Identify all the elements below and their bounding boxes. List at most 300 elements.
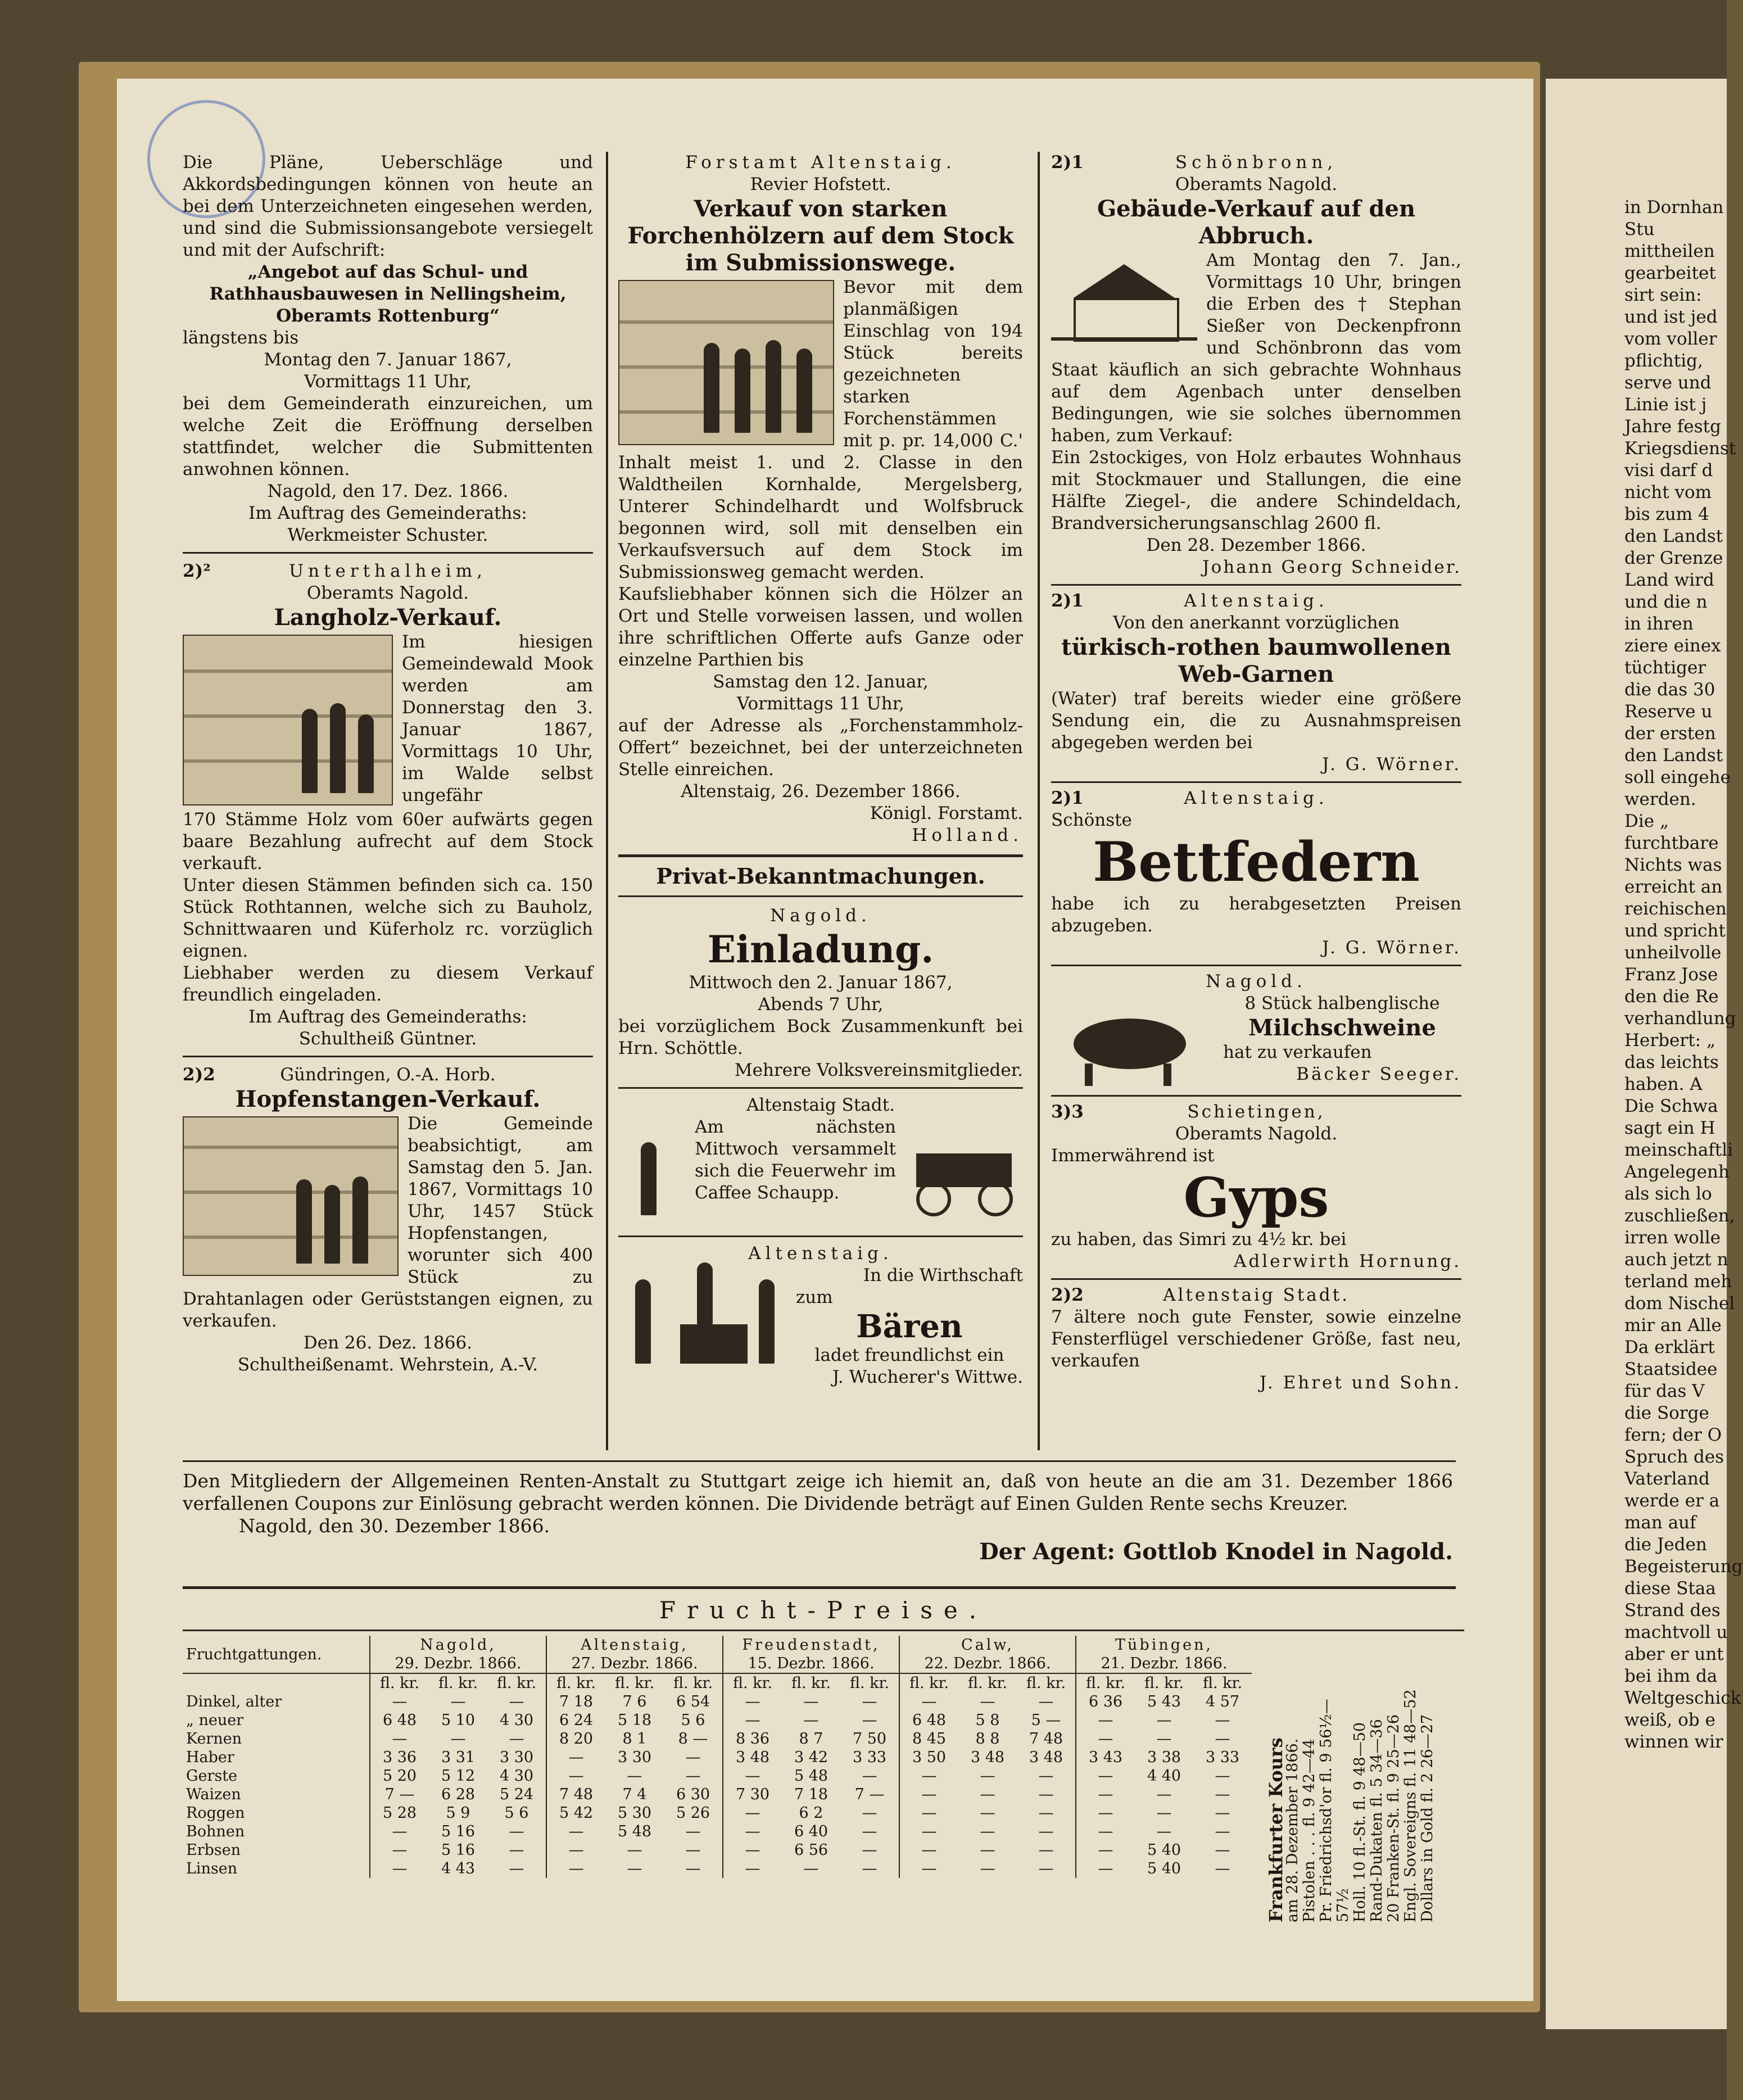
price-cell: — [899,1822,958,1841]
table-row [183,1767,1252,1785]
notice-top-rule [183,1460,1456,1462]
facing-page-line: fern; der O [1624,1425,1722,1445]
ad-text: 170 Stämme Holz vom 60er aufwärts gegen baare Bezahlung aufrecht auf dem Stock verkauft. [183,809,593,874]
kours-line: Pr. Friedrichsd'or fl. 9 56½—57½ [1318,1699,1352,1922]
facing-page-line: und die n [1624,592,1708,612]
facing-page-line: Herbert: „ [1624,1030,1716,1051]
facing-page-line: als sich lo [1624,1184,1712,1204]
facing-page-line: reichischen [1624,899,1727,919]
price-cell: 3 30 [617,1749,652,1766]
price-cell: 3 48 [1029,1749,1063,1766]
facing-page-line: für das V [1624,1381,1705,1401]
ad-text: In die Wirthschaft [863,1265,1023,1286]
price-cell: — [899,1804,958,1822]
facing-page-line: Begeisterung [1624,1556,1743,1577]
price-cell: 8 20 [546,1730,605,1748]
price-cell: — [1038,1804,1054,1822]
ad-title: Milchschweine [1248,1015,1436,1041]
fireman-illustration [618,1120,686,1232]
price-unit: fl. kr. [967,1674,1008,1692]
price-unit: fl. kr. [791,1674,831,1692]
ad-text: Liebhaber werden zu diesem Verkauf freundlich eingeladen. [183,963,593,1005]
price-cell: 3 30 [499,1749,534,1766]
price-cell: 4 30 [499,1712,534,1729]
price-cell: 7 6 [622,1693,647,1710]
price-cell: — [370,1822,429,1841]
price-cell: 8 — [678,1730,708,1748]
price-cell: 3 33 [852,1749,887,1766]
facing-page-line: Linie ist j [1624,395,1707,415]
ad-place-date: Altenstaig, 26. Dezember 1866. [681,781,961,802]
price-cell: 3 43 [1076,1748,1135,1767]
price-cell: — [627,1767,642,1785]
price-cell: — [1215,1767,1230,1785]
column-rule-1 [606,152,608,1450]
price-cell: — [980,1767,995,1785]
price-cell: 5 40 [1147,1841,1181,1859]
facing-page-line: Reserve u [1624,701,1713,722]
price-place-name: Tübingen, [1076,1636,1252,1654]
price-cell: — [546,1822,605,1841]
price-cell: — [1215,1730,1230,1748]
ad-signature: J. Wucherer's Wittwe. [832,1367,1023,1387]
facing-page-line: Da erklärt [1624,1337,1715,1357]
section-divider [618,895,1023,897]
price-cell: — [1076,1711,1135,1730]
ad-submission-text2: bei dem Gemeinderath einzureichen, um welche Zeit die Eröffnung derselben stattfindet, welcher die Submittenten anwohnen können. [183,393,593,479]
facing-page-line: irren wolle [1624,1228,1721,1248]
facing-page-line: haben. A [1624,1074,1703,1094]
facing-page-line: dom Nischel [1624,1293,1735,1314]
facing-page-line: der Grenze [1624,548,1723,568]
ad-submission-time: Vormittags 11 Uhr, [304,372,472,392]
price-cell: — [370,1730,429,1748]
price-cell: — [803,1693,819,1710]
price-cell: — [862,1823,877,1840]
ad-authority: Königl. Forstamt. [870,803,1023,823]
ad-submission-authority: Im Auftrag des Gemeinderaths: [248,503,527,523]
ad-place: Gündringen, O.-A. Horb. [280,1065,496,1085]
price-cell: — [1038,1693,1054,1710]
table-row [183,1822,1252,1841]
facing-page-line: die Jeden [1624,1535,1707,1555]
price-cell: — [370,1841,429,1859]
price-cell: — [723,1859,782,1878]
price-cell: 5 48 [617,1823,652,1840]
price-cell: — [803,1860,819,1877]
price-cell: 3 36 [370,1748,429,1767]
price-cell: — [509,1693,524,1710]
kours-line: Rand-Dukaten fl. 5 34—36 [1368,1719,1386,1922]
facing-page-line: Angelegenh [1624,1162,1730,1182]
price-cell: — [899,1859,958,1878]
price-cell: 8 8 [975,1730,1000,1748]
grain-name: Haber [186,1749,234,1766]
notice-signature: Der Agent: Gottlob Knodel in Nagold. [979,1538,1453,1565]
price-cell: — [1215,1823,1230,1840]
facing-page-line: und ist jed [1624,307,1718,327]
price-cell: 6 48 [370,1711,429,1730]
price-cell: 6 2 [799,1804,823,1822]
ad-text: Kaufsliebhaber können sich die Hölzer an Ort und Stelle vorweisen lassen, und wollen ihre schriftlichen Offerte aufs Ganze oder einzelne Parthien bis [618,584,1023,670]
kours-line: Dollars in Gold fl. 2 26—27 [1419,1714,1436,1922]
price-cell: — [723,1692,782,1711]
facing-page-line: Stu [1624,219,1655,239]
price-cell: 7 18 [794,1786,829,1803]
price-cell: 5 42 [546,1804,605,1822]
ad-date: Samstag den 12. Januar, [713,672,929,692]
facing-page-line: terland meh [1624,1271,1732,1292]
facing-page-line: gearbeitet [1624,263,1716,283]
price-cell: — [899,1692,958,1711]
ad-divider [183,552,593,554]
ad-divider [183,1056,593,1057]
table-row [183,1730,1252,1748]
ad-signature: Adlerwirth Hornung. [1234,1251,1461,1271]
facing-page-line: winnen wir [1624,1732,1723,1752]
table-row [183,1692,1252,1711]
ad-title-gyps: Gyps [1183,1166,1329,1229]
facing-page-line: auch jetzt n [1624,1250,1728,1270]
price-cell: — [1038,1841,1054,1859]
ad-pre: Schönste [1051,810,1132,830]
ad-time: Abends 7 Uhr, [758,994,884,1015]
ad-text: Am Montag den 7. Jan., Vormittags 10 Uhr, bringen die Erben des † Stephan Sießer von Deckenpfronn und Schönbronn das vom Staat käuflich an sich gebrachte Wohnhaus auf dem Agenbach unter denselben Bedingungen, wie sie solches übernommen haben, zum Verkauf: [1051,250,1461,446]
facing-page-line: zuschließen, [1624,1206,1735,1226]
ad-number: 2)1 [1051,152,1084,173]
ad-text: Ein 2stockiges, von Holz erbautes Wohnhaus mit Stockmauer und Stallungen, die eine Hälfte Ziegel-, die andere Schindeldach, Brandversicherungsanschlag 2600 fl. [1051,447,1461,533]
price-cell: — [1156,1804,1172,1822]
price-cell: — [862,1712,877,1729]
price-cell: — [1038,1860,1054,1877]
ad-divider [618,1235,1023,1237]
price-cell: — [862,1860,877,1877]
facing-page-line: vom voller [1624,329,1717,349]
ad-place: Forstamt Altenstaig. [685,152,956,173]
facing-page-line: unheilvolle [1624,943,1722,963]
price-cell: 5 12 [441,1767,476,1785]
ad-fenster [1051,1284,1461,1394]
price-cell: — [980,1786,995,1803]
price-cell: 3 48 [723,1748,782,1767]
price-unit: fl. kr. [1076,1673,1135,1692]
price-cell: — [1076,1785,1135,1804]
ad-title: Gebäude-Verkauf auf den Abbruch. [1097,196,1416,249]
ad-place: Nagold. [770,906,871,926]
price-cell: — [685,1823,701,1840]
notice-text: Den Mitgliedern der Allgemeinen Renten-Anstalt zu Stuttgart zeige ich hiemit an, daß von heute an die am 31. Dezember 1866 verfallenen Coupons zur Einlösung gebracht werden können. Die Dividende beträgt auf Einen Gulden Rente sechs Kreuzer. [183,1470,1453,1514]
facing-page-line: machtvoll u [1624,1622,1728,1642]
ad-place: Altenstaig. [748,1243,893,1264]
price-cell: 5 9 [446,1804,470,1822]
price-cell: 5 26 [676,1804,710,1822]
price-cell: — [1156,1786,1172,1803]
ad-text: Am nächsten Mittwoch versammelt sich die Feuerwehr im Caffee Schaupp. [695,1117,896,1203]
ad-place: Unterthalheim, [288,561,487,581]
price-cell: 6 36 [1076,1692,1135,1711]
facing-page-line: Jahre festg [1624,417,1721,437]
kours-line: Holl. 10 fl.-St. fl. 9 48—50 [1351,1722,1369,1922]
price-cell: — [899,1767,958,1785]
price-place-date: 22. Dezbr. 1866. [899,1654,1076,1673]
price-cell: 3 31 [441,1749,476,1766]
ad-text: Unter diesen Stämmen befinden sich ca. 150 Stück Rothtannen, welche sich zu Bauholz, Schnittwaaren und Küferholz rc. vorzüglich eignen. [183,875,593,961]
facing-page-line: meinschaftli [1624,1140,1733,1160]
price-unit: fl. kr. [370,1673,429,1692]
ad-signature: Mehrere Volksvereinsmitglieder. [734,1060,1023,1080]
price-place-date: 27. Dezbr. 1866. [546,1654,723,1673]
ad-intro: Immerwährend ist [1051,1146,1215,1166]
ad-signature: J. G. Wörner. [1322,938,1461,958]
column-1 [183,152,593,1376]
facing-page-line: werden. [1624,789,1696,809]
facing-page-line: sirt sein: [1624,285,1702,305]
price-unit: fl. kr. [614,1674,655,1692]
ad-submission-deadline: längstens bis [183,328,299,348]
price-cell: — [980,1693,995,1710]
ad-milchschweine [1051,971,1461,1085]
price-cell: — [723,1841,782,1859]
price-cell: — [450,1730,466,1748]
ad-gebaeude [1051,152,1461,578]
price-cell: — [546,1859,605,1878]
facing-page-line: diese Staa [1624,1578,1716,1599]
price-cell: — [1215,1841,1230,1859]
facing-page-line: Nichts was [1624,855,1722,875]
price-cell: 5 — [1031,1712,1061,1729]
price-cell: — [980,1860,995,1877]
ad-submission-quote: „Angebot auf das Schul- und Rathhausbauwesen in Nellingsheim, Oberamts Rottenburg“ [209,262,567,326]
price-cell: 7 4 [622,1786,647,1803]
woodcut-forest-illustration [183,635,393,805]
ad-place: Schönbronn, [1175,152,1338,173]
price-cell: — [546,1767,605,1785]
woodcut-forest-illustration [618,280,834,445]
notice-place: Nagold, den 30. Dezember 1866. [239,1515,550,1537]
price-cell: 5 20 [370,1767,429,1785]
price-cell: — [1076,1859,1135,1878]
ad-divider [1051,1095,1461,1097]
ad-text: bei vorzüglichem Bock Zusammenkunft bei Hrn. Schöttle. [618,1016,1023,1058]
ad-place: Altenstaig Stadt. [1163,1285,1350,1305]
fire-engine-illustration [905,1120,1023,1215]
woodcut-forest-illustration [183,1116,399,1276]
price-cell: — [862,1693,877,1710]
grain-name: Gerste [186,1767,238,1785]
price-cell: 4 57 [1205,1693,1240,1710]
table-row [183,1748,1252,1767]
price-cell: — [1076,1730,1135,1748]
price-cell: 4 43 [441,1860,476,1877]
facing-page-line: mittheilen [1624,241,1715,261]
section-divider [618,854,1023,857]
prices-col-label: Fruchtgattungen. [183,1636,370,1673]
price-cell: 7 50 [852,1730,887,1748]
ad-signature: J. G. Wörner. [1322,754,1461,775]
ad-district: Oberamts Nagold. [306,583,469,603]
ad-submission-place: Nagold, den 17. Dez. 1866. [267,481,509,501]
grain-name: Erbsen [186,1841,241,1859]
price-cell: — [862,1804,877,1822]
price-cell: — [685,1841,701,1859]
price-cell: 5 6 [681,1712,705,1729]
renten-anstalt-notice [183,1470,1453,1567]
facing-page-line: den die Re [1624,986,1719,1007]
price-cell: 5 28 [370,1804,429,1822]
price-cell: 8 45 [899,1730,958,1748]
ad-signature: Schultheißenamt. Wehrstein, A.-V. [237,1355,538,1375]
pig-illustration [1051,996,1214,1092]
price-cell: 5 6 [504,1804,529,1822]
ad-submission-text: Die Pläne, Ueberschläge und Akkordsbedingungen können von heute an bei dem Unterzeichneten eingesehen werden, und sind die Submissionsangebote versiegelt und mit der Aufschrift: [183,152,593,260]
grain-name: Roggen [186,1804,245,1822]
ad-place: Schietingen, [1187,1102,1325,1122]
facing-page-line: Land wird [1624,570,1714,590]
facing-page-line: nicht vom [1624,482,1712,503]
price-cell: — [980,1841,995,1859]
column-3 [1051,152,1461,1394]
price-cell: — [1215,1712,1230,1729]
facing-page-line: mir an Alle [1624,1315,1722,1336]
price-cell: 5 16 [441,1823,476,1840]
price-cell: 5 43 [1147,1693,1181,1710]
grain-name: Bohnen [186,1823,245,1840]
price-cell: — [1215,1860,1230,1877]
ad-text: 7 ältere noch gute Fenster, sowie einzelne Fensterflügel verschiedener Größe, fast neu, verkaufen [1051,1307,1461,1371]
kours-rotated-block [1267,1675,1436,1922]
kours-date: am 28. Dezember 1866. [1284,1738,1301,1922]
table-row [183,1841,1252,1859]
grain-name: Kernen [186,1730,242,1748]
facing-page-line: tüchtiger [1624,658,1706,678]
price-cell: — [980,1804,995,1822]
price-cell: 7 18 [546,1692,605,1711]
grain-name: „ neuer [186,1712,244,1729]
price-cell: 3 50 [899,1748,958,1767]
ad-hopfenstangen [183,1064,593,1376]
ad-district: Oberamts Nagold. [1175,1124,1338,1144]
price-cell: — [509,1730,524,1748]
price-unit: fl. kr. [1144,1674,1184,1692]
facing-page-line: den Landst [1624,526,1723,546]
ad-title-bettfedern: Bettfedern [1093,830,1420,894]
ad-text: Die Gemeinde beabsichtigt, am Samstag den 5. Jan. 1867, Vormittags 10 Uhr, 1457 Stück Hopfenstangen, worunter sich 400 Stück zu Drahtanlagen oder Gerüststangen eignen, zu verkaufen. [183,1114,593,1331]
price-cell: 3 42 [794,1749,829,1766]
price-cell: 5 18 [617,1712,652,1729]
facing-page-line: Die Schwa [1624,1096,1718,1116]
ad-divider [618,1087,1023,1089]
facing-page-line: Weltgeschick [1624,1688,1741,1708]
grain-name: Waizen [186,1786,241,1803]
price-cell: 4 40 [1147,1767,1181,1785]
ad-title: Hopfenstangen-Verkauf. [235,1086,541,1112]
price-cell: — [685,1767,701,1785]
ad-divider [1051,1278,1461,1280]
facing-page-line: bei ihm da [1624,1666,1718,1686]
table-top-rule [183,1586,1456,1589]
price-cell: — [803,1712,819,1729]
ad-bettfedern [1051,788,1461,959]
price-unit: fl. kr. [496,1674,537,1692]
price-unit: fl. kr. [1202,1674,1243,1692]
price-cell: — [862,1841,877,1859]
price-cell: 5 30 [617,1804,652,1822]
price-cell: 6 40 [794,1823,829,1840]
price-cell: 6 54 [676,1693,710,1710]
ad-district: Oberamts Nagold. [1175,174,1338,194]
ad-submission-signature: Werkmeister Schuster. [287,525,488,545]
facing-page-line: das leichts [1624,1052,1719,1072]
price-cell: 8 36 [723,1730,782,1748]
facing-page-line: serve und [1624,373,1712,393]
ad-signature: Bäcker Seeger. [1296,1064,1461,1084]
grain-name: Dinkel, alter [186,1693,282,1710]
ad-submission-date: Montag den 7. Januar 1867, [264,350,512,370]
price-cell: — [723,1804,782,1822]
ad-title-baeren: Bären [856,1308,963,1345]
ad-signature: Schultheiß Güntner. [298,1029,477,1049]
ad-signature: Johann Georg Schneider. [1202,557,1461,577]
price-cell: 7 — [370,1785,429,1804]
facing-page-line: die das 30 [1624,680,1715,700]
price-cell: — [1038,1823,1054,1840]
facing-page-line: pflichtig, [1624,351,1703,371]
ad-title: Verkauf von starken Forchenhölzern auf dem Stock im Submissionswege. [627,196,1014,276]
facing-page-line: in Dornhan [1624,197,1724,218]
price-cell: 6 28 [441,1786,476,1803]
price-cell: 7 48 [1029,1730,1063,1748]
price-unit: fl. kr. [849,1674,890,1692]
prices-table [183,1636,1252,1878]
price-cell: 7 48 [546,1785,605,1804]
price-cell: 3 33 [1205,1749,1240,1766]
ad-authority: Im Auftrag des Gemeinderaths: [248,1007,527,1027]
price-place-name: Altenstaig, [546,1636,723,1654]
price-cell: 7 30 [723,1785,782,1804]
facing-page-line: aber er unt [1624,1644,1724,1664]
prices-title: Frucht-Preise. [659,1596,988,1624]
price-place-date: 15. Dezbr. 1866. [723,1654,899,1673]
column-rule-2 [1038,152,1040,1450]
grain-name: Linsen [186,1860,238,1877]
facing-page-line: der ersten [1624,723,1716,744]
price-unit: fl. kr. [723,1673,782,1692]
price-cell: 5 8 [975,1712,1000,1729]
ad-divider [1051,965,1461,966]
ad-text: (Water) traf bereits wieder eine größere Sendung ein, die zu Ausnahmspreisen abgegeben werden bei [1051,689,1461,753]
facing-page-line: weiß, ob e [1624,1710,1715,1730]
ad-title: Langholz-Verkauf. [274,604,502,631]
column-2 [618,152,1023,1388]
facing-page-line: sagt ein H [1624,1118,1715,1138]
price-cell: — [546,1841,605,1859]
kours-line: 20 Franken-St. fl. 9 25—26 [1385,1714,1402,1922]
facing-page-line: furchtbare [1624,833,1719,853]
facing-page-line: verhandlung [1624,1008,1736,1029]
kours-lines [1301,1675,1436,1922]
price-cell: — [1076,1767,1135,1785]
facing-page-line: werde er a [1624,1491,1720,1511]
price-cell: 5 10 [441,1712,476,1729]
ad-text: hat zu verkaufen [1223,1042,1372,1062]
ad-intro: Von den anerkannt vorzüglichen [1113,613,1400,633]
table-row [183,1785,1252,1804]
facing-page-line: bis zum 4 [1624,504,1709,524]
price-cell: — [723,1711,782,1730]
price-place-date: 29. Dezbr. 1866. [370,1654,546,1673]
ad-text: ladet freundlichst ein [814,1345,1004,1365]
facing-page-line: erreicht an [1624,877,1723,897]
